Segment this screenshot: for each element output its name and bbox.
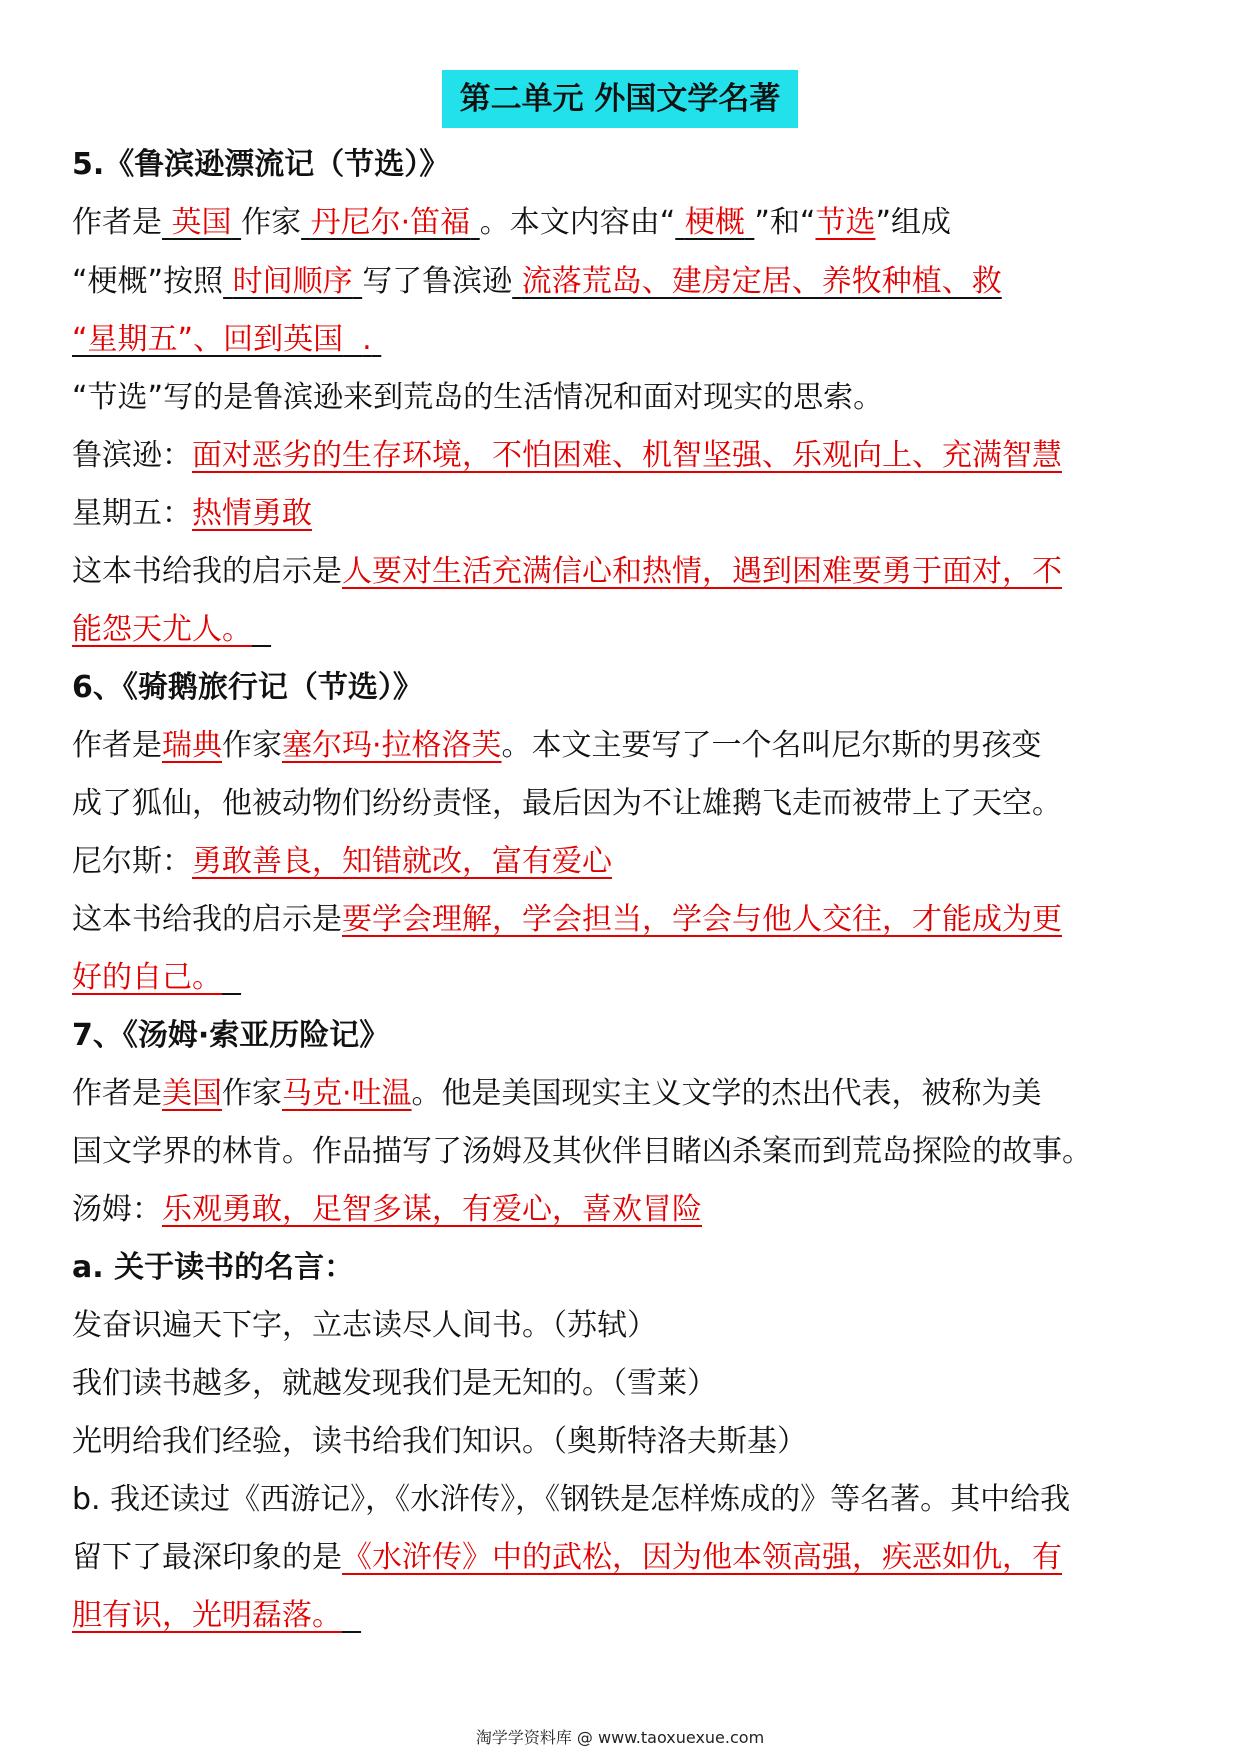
- b-line-2: [72, 1538, 1062, 1578]
- s5-excerpt-line: “节选”写的是鲁滨逊来到荒岛的生活情况和面对现实的思索。: [72, 380, 884, 415]
- quotes-heading: a. 关于读书的名言：: [72, 1250, 355, 1285]
- s6-author-line: [72, 726, 1042, 766]
- s5-events-line-2: [72, 320, 381, 360]
- s5-friday-answer: 热情勇敢: [192, 496, 312, 531]
- s5-author-answer: 丹尼尔·笛福: [310, 205, 471, 240]
- text: .: [362, 322, 372, 357]
- text: [252, 612, 271, 647]
- s5-friday-line: [72, 494, 312, 534]
- page-title: 第二单元 外国文学名著: [442, 70, 799, 128]
- s6-country-answer: 瑞典: [162, 728, 222, 763]
- quote-2: 我们读书越多，就越发现我们是无知的。（雪莱）: [72, 1366, 717, 1401]
- s5-lesson-answer: 人要对生活充满信心和热情，遇到困难要勇于面对，不: [342, 554, 1062, 589]
- text: 作者是: [72, 728, 162, 763]
- s5-lesson-answer-2: 能怨天尤人。: [72, 612, 252, 647]
- s5-part1-answer: 梗概: [684, 205, 745, 240]
- s6-author-answer: 塞尔玛·拉格洛芙: [282, 728, 502, 763]
- b-answer: 《水浒传》中的武松，因为他本领高强，疾恶如仇，有: [342, 1540, 1062, 1575]
- text: 汤姆：: [72, 1192, 162, 1227]
- text: 作者是: [72, 1076, 162, 1111]
- text: 尼尔斯：: [72, 844, 192, 879]
- b-answer-2: 胆有识，光明磊落。: [72, 1598, 342, 1633]
- text: [342, 1598, 361, 1633]
- s7-country-answer: 美国: [162, 1076, 222, 1111]
- footer-watermark: 淘学学资料库 @ www.taoxuexue.com: [475, 1728, 765, 1747]
- s5-order-blank: [223, 264, 362, 299]
- s7-tom-line: [72, 1190, 702, 1230]
- s7-author-line: [72, 1074, 1042, 1114]
- s5-events-answer-2: “星期五”、回到英国: [72, 322, 344, 357]
- text: 作家: [222, 728, 282, 763]
- s6-lesson-answer: 要学会理解，学会担当，学会与他人交往，才能成为更: [342, 902, 1062, 937]
- s5-events-blank: [512, 264, 1002, 299]
- text: 鲁滨逊：: [72, 438, 192, 473]
- s6-summary-line: 成了狐仙，他被动物们纷纷责怪，最后因为不让雄鹅飞走而被带上了天空。: [72, 786, 1062, 821]
- s5-events-answer-1: 流落荒岛、建房定居、养牧种植、救: [521, 264, 1002, 299]
- text: 留下了最深印象的是: [72, 1540, 342, 1575]
- text: 这本书给我的启示是: [72, 554, 342, 589]
- s5-author-blank: [301, 205, 480, 240]
- s7-tom-answer: 乐观勇敢，足智多谋，有爱心，喜欢冒险: [162, 1192, 702, 1227]
- text: 。他是美国现实主义文学的杰出代表，被称为美: [411, 1076, 1042, 1111]
- text: 写了鲁滨逊: [362, 264, 513, 299]
- s5-order-answer: 时间顺序: [232, 264, 353, 299]
- s5-events-blank-2: [72, 322, 381, 357]
- section-7-heading: 7、《汤姆·索亚历险记》: [72, 1018, 390, 1053]
- s7-summary-line: 国文学界的林肯。作品描写了汤姆及其伙伴目睹凶杀案而到荒岛探险的故事。: [72, 1134, 1092, 1169]
- s5-country-answer: 英国: [171, 205, 232, 240]
- quote-1: 发奋识遍天下字，立志读尽人间书。（苏轼）: [72, 1308, 657, 1343]
- s5-part1-blank: [675, 205, 754, 240]
- s5-author-line: [72, 203, 951, 243]
- s6-nils-line: [72, 842, 612, 882]
- s7-author-answer: 马克·吐温: [282, 1076, 412, 1111]
- text: 星期五：: [72, 496, 192, 531]
- section-6-heading: 6、《骑鹅旅行记（节选）》: [72, 670, 423, 705]
- s5-summary-line: [72, 262, 1002, 302]
- title-container: [0, 70, 1240, 128]
- text: 。本文主要写了一个名叫尼尔斯的男孩变: [501, 728, 1042, 763]
- text: 作者是: [72, 205, 162, 240]
- s6-lesson-line: [72, 900, 1062, 940]
- text: 。本文内容由“: [479, 205, 676, 240]
- b-line-1: b. 我还读过《西游记》，《水浒传》，《钢铁是怎样炼成的》等名著。其中给我: [72, 1482, 1071, 1517]
- s5-lesson-line-2: [72, 610, 271, 650]
- quote-3: 光明给我们经验，读书给我们知识。（奥斯特洛夫斯基）: [72, 1424, 807, 1459]
- text: 作家: [241, 205, 302, 240]
- s6-lesson-answer-2: 好的自己。: [72, 960, 222, 995]
- section-5-heading: 5.《鲁滨逊漂流记（节选）》: [72, 147, 450, 182]
- text: [222, 960, 241, 995]
- s6-lesson-line-2: [72, 958, 241, 998]
- s5-robinson-line: [72, 436, 1062, 476]
- b-line-3: [72, 1596, 361, 1636]
- text: “梗概”按照: [72, 264, 224, 299]
- s5-robinson-answer: 面对恶劣的生存环境，不怕困难、机智坚强、乐观向上、充满智慧: [192, 438, 1062, 473]
- text: ”组成: [875, 205, 952, 240]
- text: 作家: [222, 1076, 282, 1111]
- s5-lesson-line: [72, 552, 1062, 592]
- text: ”和“: [754, 205, 816, 240]
- s5-country-blank: [162, 205, 241, 240]
- s6-nils-answer: 勇敢善良，知错就改，富有爱心: [192, 844, 612, 879]
- s5-part2-answer: 节选: [815, 205, 876, 240]
- text: 这本书给我的启示是: [72, 902, 342, 937]
